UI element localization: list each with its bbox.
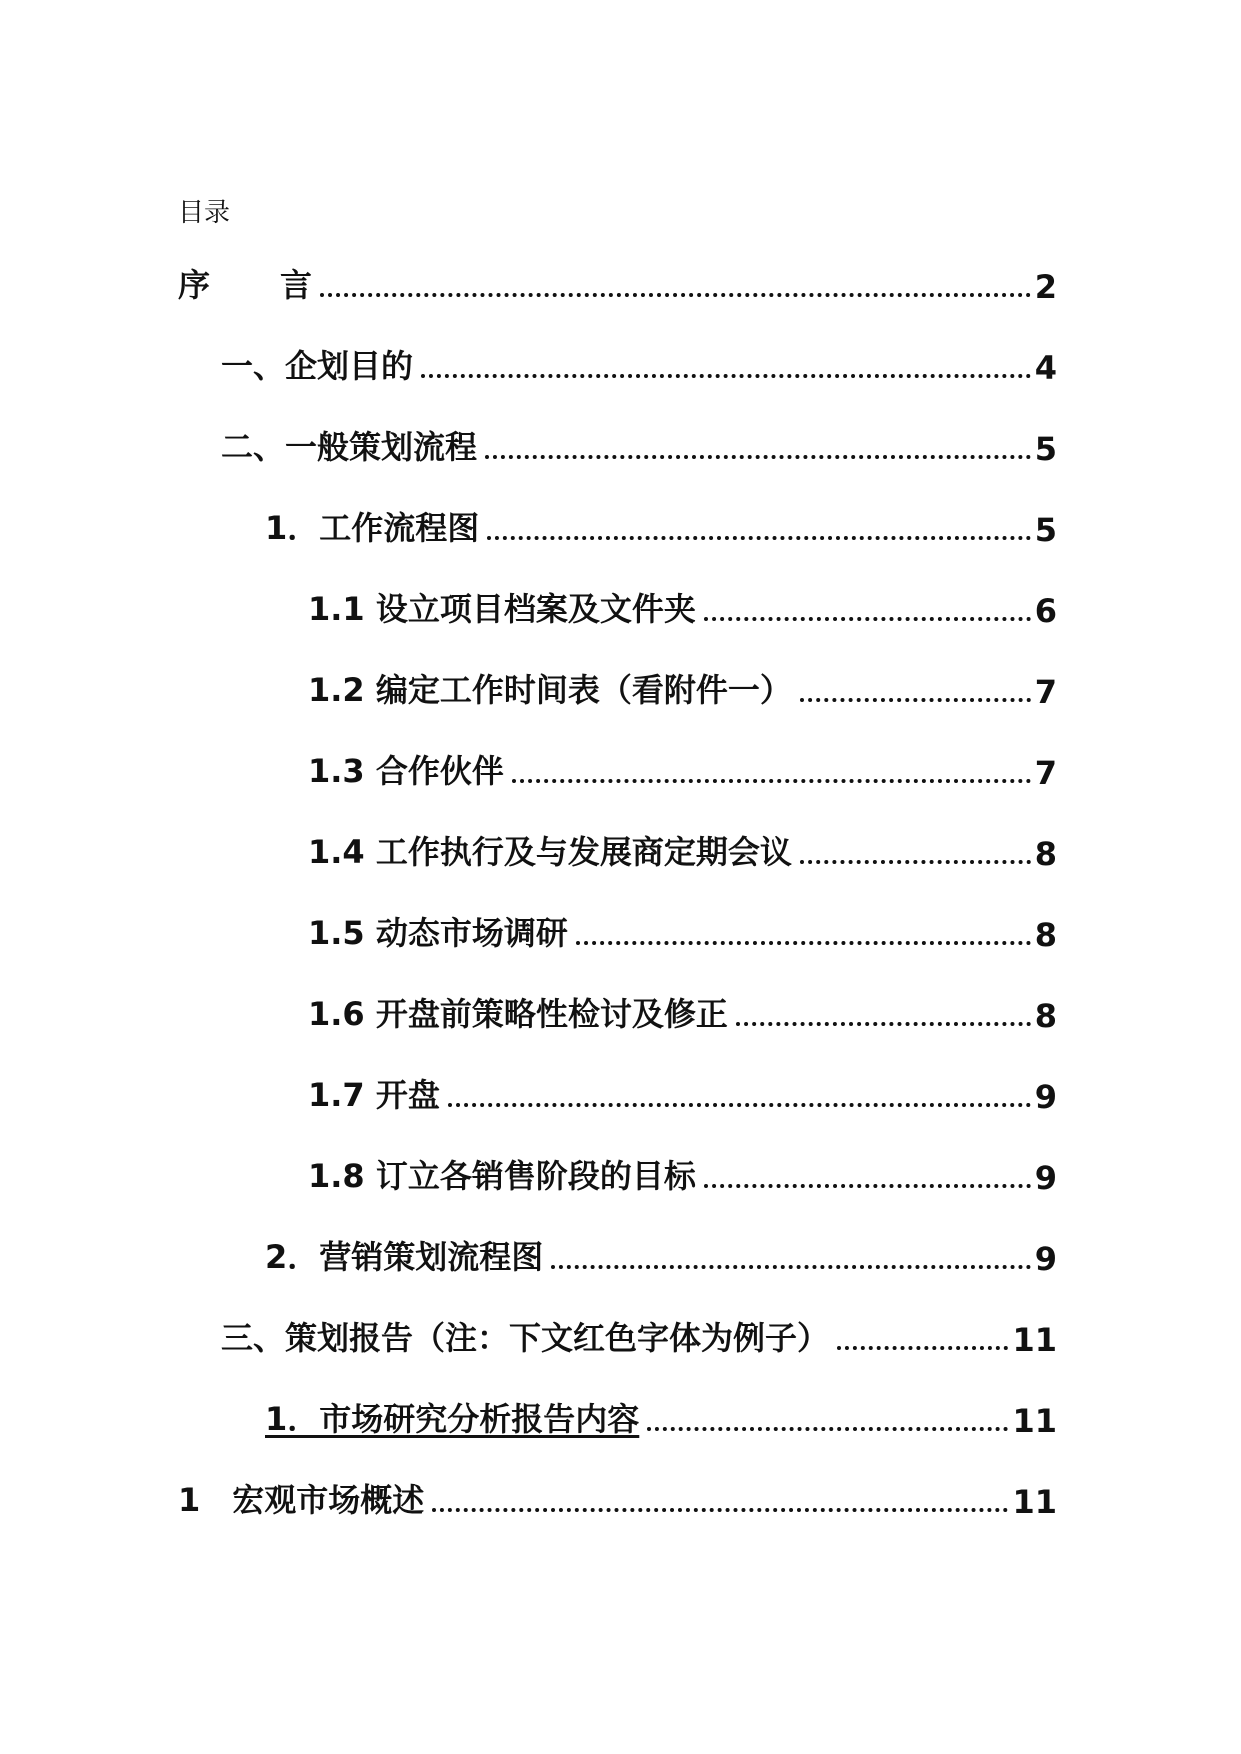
toc-page-number: 6 xyxy=(1034,592,1057,630)
toc-page-number: 8 xyxy=(1034,835,1057,873)
dot-leader xyxy=(576,941,1031,945)
toc-page-number: 11 xyxy=(1012,1402,1057,1440)
toc-heading: 目录 xyxy=(178,198,231,228)
toc-entry[interactable] xyxy=(265,1234,1057,1278)
toc-entry-title: 1.1 设立项目档案及文件夹 xyxy=(308,590,696,628)
toc-page-number: 8 xyxy=(1034,997,1057,1035)
toc-page-number: 9 xyxy=(1034,1240,1057,1278)
toc-entry-title: 二、一般策划流程 xyxy=(221,428,478,466)
toc-entry-title: 1．工作流程图 xyxy=(265,509,480,547)
dot-leader xyxy=(800,698,1031,702)
toc-entry[interactable] xyxy=(308,1153,1057,1197)
toc-entry-preface[interactable] xyxy=(178,262,1057,306)
toc-entry[interactable] xyxy=(265,505,1057,549)
toc-entry-title: 1．市场研究分析报告内容 xyxy=(265,1400,640,1438)
toc-entry-title: 1.2 编定工作时间表（看附件一） xyxy=(308,671,792,709)
toc-entry[interactable] xyxy=(308,991,1057,1035)
toc-entry[interactable] xyxy=(221,424,1057,468)
toc-entry-title: 1.7 开盘 xyxy=(308,1076,440,1114)
toc-entry-title: 1.5 动态市场调研 xyxy=(308,914,568,952)
toc-page-number: 7 xyxy=(1034,673,1057,711)
dot-leader xyxy=(647,1427,1008,1431)
toc-entry-title: 1.8 订立各销售阶段的目标 xyxy=(308,1157,696,1195)
dot-leader xyxy=(421,374,1031,378)
toc-page-number: 11 xyxy=(1012,1321,1057,1359)
toc-entry-title: 一、企划目的 xyxy=(221,347,414,385)
dot-leader xyxy=(704,617,1031,621)
toc-page-number: 8 xyxy=(1034,916,1057,954)
toc-page-number: 5 xyxy=(1034,511,1057,549)
toc-entry-title: 1.3 合作伙伴 xyxy=(308,752,504,790)
toc-page-number: 7 xyxy=(1034,754,1057,792)
dot-leader xyxy=(837,1346,1008,1350)
toc-page-number: 2 xyxy=(1034,268,1057,306)
dot-leader xyxy=(551,1265,1030,1269)
toc-entry-title: 1.6 开盘前策略性检讨及修正 xyxy=(308,995,728,1033)
dot-leader xyxy=(512,779,1031,783)
toc-entry[interactable] xyxy=(308,829,1057,873)
dot-leader xyxy=(448,1103,1031,1107)
toc-page-number: 4 xyxy=(1034,349,1057,387)
toc-entry[interactable] xyxy=(308,667,1057,711)
dot-leader xyxy=(320,293,1031,297)
toc-entry[interactable] xyxy=(308,586,1057,630)
dot-leader xyxy=(432,1508,1008,1512)
toc-entry[interactable] xyxy=(308,910,1057,954)
toc-entry-title: 2．营销策划流程图 xyxy=(265,1238,544,1276)
dot-leader xyxy=(736,1022,1031,1026)
toc-entry[interactable] xyxy=(265,1396,1057,1440)
toc-entry[interactable] xyxy=(308,1072,1057,1116)
toc-entry-title: 1 宏观市场概述 xyxy=(178,1481,425,1519)
dot-leader xyxy=(487,536,1030,540)
toc-page-number: 11 xyxy=(1012,1483,1057,1521)
toc-entry-title: 序 言 xyxy=(178,266,312,304)
toc-page-number: 9 xyxy=(1034,1078,1057,1116)
toc-page-number: 9 xyxy=(1034,1159,1057,1197)
toc-entry[interactable] xyxy=(308,748,1057,792)
toc-page-number: 5 xyxy=(1034,430,1057,468)
toc-entry[interactable] xyxy=(221,343,1057,387)
toc-entry-title: 1.4 工作执行及与发展商定期会议 xyxy=(308,833,792,871)
toc-entry[interactable] xyxy=(221,1315,1057,1359)
toc-entry-title: 三、策划报告（注：下文红色字体为例子） xyxy=(221,1319,830,1357)
dot-leader xyxy=(704,1184,1031,1188)
dot-leader xyxy=(800,860,1031,864)
dot-leader xyxy=(485,455,1031,459)
toc-entry[interactable] xyxy=(178,1477,1057,1521)
